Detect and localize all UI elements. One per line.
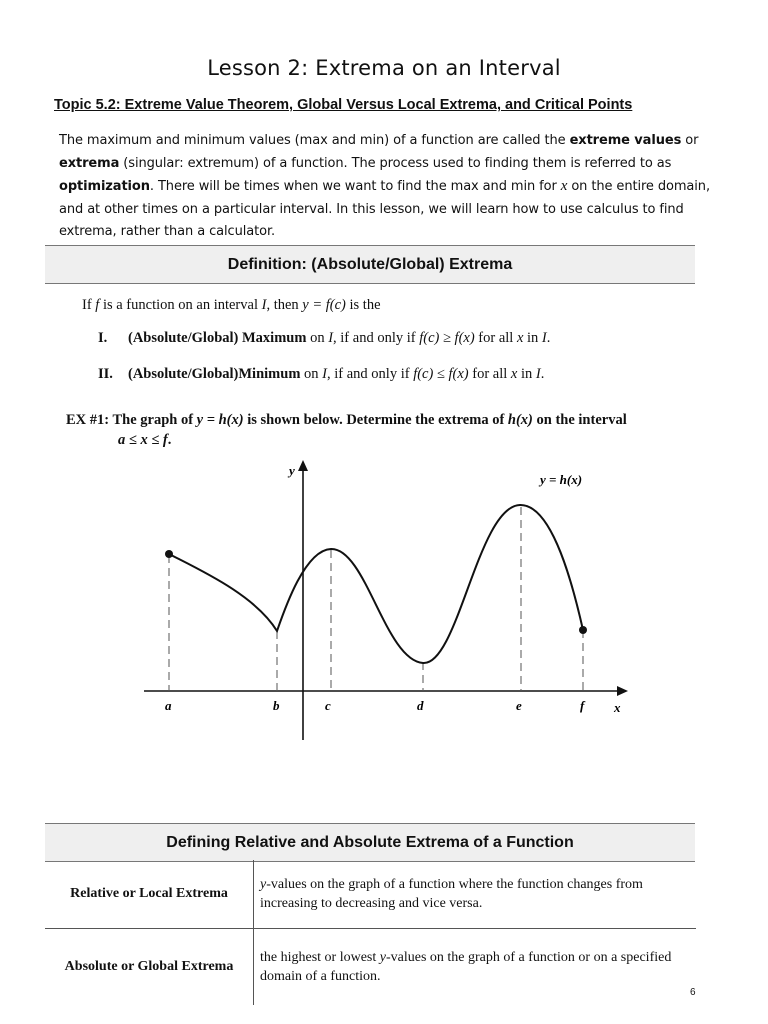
tick-label-b: b	[273, 698, 280, 713]
definition-lead: If f is a function on an interval I, then y = f(c) is the	[82, 297, 381, 313]
endpoint-f	[579, 626, 587, 634]
definition-item-minimum-text: (Absolute/Global)Minimum on I, if and only if f(c) ≤ f(x) for all x in I.	[128, 366, 545, 382]
term-extrema: extrema	[59, 155, 120, 171]
y-axis-arrow	[298, 460, 308, 471]
page-title: Lesson 2: Extrema on an Interval	[207, 56, 561, 80]
page-number: 6	[690, 987, 696, 998]
table-term-relative: Relative or Local Extrema	[45, 860, 254, 929]
definition-item-maximum: I.	[98, 330, 108, 346]
definition-heading: Definition: (Absolute/Global) Extrema	[45, 245, 695, 284]
y-axis-label: y	[289, 463, 295, 478]
curve-label: y = h(x)	[540, 472, 583, 487]
function-graph	[0, 450, 768, 750]
table-heading: Defining Relative and Absolute Extrema of a Function	[45, 823, 695, 862]
tick-label-c: c	[325, 698, 331, 713]
table-desc-relative: y-values on the graph of a function where the function changes from increasing to decreasing and vice versa.	[254, 860, 697, 929]
table-desc-absolute: the highest or lowest y-values on the graph of a function or on a specified domain of a function.	[260, 950, 672, 984]
tick-label-e: e	[516, 698, 522, 713]
x-axis-arrow	[617, 686, 628, 696]
intro-paragraph: The maximum and minimum values (max and min) of a function are called the extreme values or extrema (singular: extremum) of a function. The process used to finding them is referred to as optimization. There will be times when we want to find the max and min for x on the entire domain, and at other times on a particular interval. In this lesson, we will learn how to use calculus to find extrema, rather than a calculator.	[59, 133, 710, 239]
tick-label-d: d	[417, 698, 424, 713]
endpoint-a	[165, 550, 173, 558]
example-prompt: EX #1: The graph of y = h(x) is shown below. Determine the extrema of h(x) on the interval	[66, 412, 627, 428]
x-axis-label: x	[614, 700, 621, 715]
topic-heading: Topic 5.2: Extreme Value Theorem, Global Versus Local Extrema, and Critical Points	[54, 97, 633, 113]
term-optimization: optimization	[59, 179, 150, 194]
extrema-table	[45, 860, 696, 1005]
table-row	[45, 929, 696, 1006]
definition-item-maximum-text: (Absolute/Global) Maximum on I, if and only if f(c) ≥ f(x) for all x in I.	[128, 330, 551, 346]
example-interval: a ≤ x ≤ f.	[118, 432, 172, 448]
term-extreme-values: extreme values	[569, 133, 682, 148]
definition-item-minimum: II.	[98, 366, 113, 382]
tick-label-f: f	[580, 698, 585, 713]
tick-label-a: a	[165, 698, 172, 713]
table-term-absolute: Absolute or Global Extrema	[45, 929, 254, 1006]
table-row	[45, 860, 696, 929]
